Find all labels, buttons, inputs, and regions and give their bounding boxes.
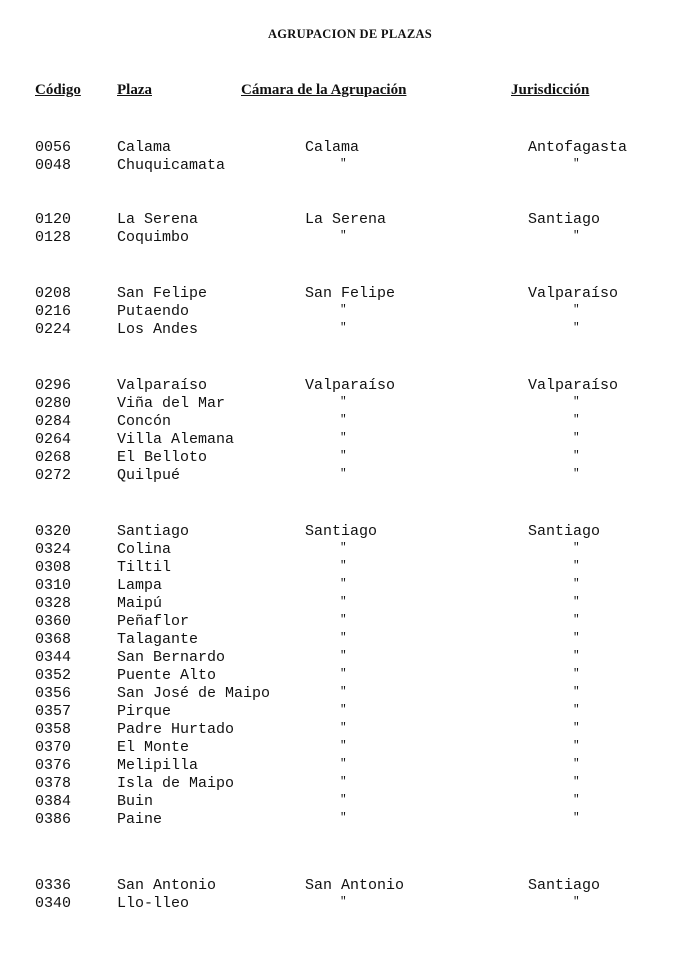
cell-jurisdiccion: ": [573, 468, 580, 480]
cell-camara: ": [340, 614, 347, 626]
cell-jurisdiccion: ": [573, 158, 580, 170]
cell-camara: ": [340, 578, 347, 590]
table-row: [0, 431, 700, 449]
cell-plaza: San Felipe: [117, 285, 208, 302]
cell-jurisdiccion: ": [573, 560, 580, 572]
cell-plaza: Concón: [117, 413, 172, 430]
cell-camara: ": [340, 812, 347, 824]
table-row: [0, 377, 700, 395]
cell-plaza: Talagante: [117, 631, 199, 648]
cell-plaza: Maipú: [117, 595, 163, 612]
table-row: [0, 229, 700, 247]
cell-codigo: 0296: [35, 377, 72, 394]
table-row: [0, 877, 700, 895]
cell-plaza: Quilpué: [117, 467, 181, 484]
cell-jurisdiccion: Valparaíso: [528, 285, 619, 302]
table-row: [0, 775, 700, 793]
cell-camara: ": [340, 650, 347, 662]
cell-plaza: Santiago: [117, 523, 190, 540]
table-row: [0, 139, 700, 157]
cell-plaza: Putaendo: [117, 303, 190, 320]
cell-camara: ": [340, 722, 347, 734]
cell-plaza: Tiltil: [117, 559, 172, 576]
cell-plaza: Buin: [117, 793, 154, 810]
cell-camara: ": [340, 686, 347, 698]
table-row: [0, 721, 700, 739]
cell-plaza: El Belloto: [117, 449, 208, 466]
table-row: [0, 739, 700, 757]
cell-camara: ": [340, 230, 347, 242]
cell-codigo: 0376: [35, 757, 72, 774]
cell-jurisdiccion: ": [573, 686, 580, 698]
cell-codigo: 0378: [35, 775, 72, 792]
cell-camara: ": [340, 668, 347, 680]
cell-plaza: Calama: [117, 139, 172, 156]
cell-jurisdiccion: Santiago: [528, 877, 601, 894]
cell-codigo: 0352: [35, 667, 72, 684]
cell-camara: San Antonio: [305, 877, 405, 894]
table-row: [0, 449, 700, 467]
cell-plaza: Viña del Mar: [117, 395, 226, 412]
cell-camara: ": [340, 396, 347, 408]
cell-codigo: 0264: [35, 431, 72, 448]
cell-jurisdiccion: ": [573, 542, 580, 554]
cell-camara: ": [340, 414, 347, 426]
table-row: [0, 757, 700, 775]
cell-camara: ": [340, 758, 347, 770]
cell-plaza: Valparaíso: [117, 377, 208, 394]
cell-plaza: Villa Alemana: [117, 431, 235, 448]
cell-plaza: Isla de Maipo: [117, 775, 235, 792]
cell-codigo: 0308: [35, 559, 72, 576]
cell-camara: ": [340, 794, 347, 806]
cell-jurisdiccion: ": [573, 304, 580, 316]
cell-codigo: 0120: [35, 211, 72, 228]
cell-codigo: 0048: [35, 157, 72, 174]
cell-jurisdiccion: ": [573, 614, 580, 626]
cell-codigo: 0357: [35, 703, 72, 720]
cell-jurisdiccion: Antofagasta: [528, 139, 628, 156]
cell-camara: La Serena: [305, 211, 387, 228]
cell-jurisdiccion: ": [573, 322, 580, 334]
header-plaza: Plaza: [117, 82, 152, 98]
cell-plaza: Melipilla: [117, 757, 199, 774]
cell-camara: ": [340, 450, 347, 462]
cell-codigo: 0284: [35, 413, 72, 430]
cell-jurisdiccion: ": [573, 396, 580, 408]
table-row: [0, 631, 700, 649]
cell-camara: ": [340, 322, 347, 334]
cell-plaza: Paine: [117, 811, 163, 828]
cell-camara: ": [340, 542, 347, 554]
cell-codigo: 0356: [35, 685, 72, 702]
cell-plaza: La Serena: [117, 211, 199, 228]
table-row: [0, 895, 700, 913]
cell-jurisdiccion: ": [573, 596, 580, 608]
table-row: [0, 667, 700, 685]
cell-jurisdiccion: ": [573, 794, 580, 806]
cell-jurisdiccion: ": [573, 650, 580, 662]
table-row: [0, 523, 700, 541]
cell-codigo: 0324: [35, 541, 72, 558]
cell-codigo: 0268: [35, 449, 72, 466]
cell-camara: ": [340, 740, 347, 752]
cell-plaza: El Monte: [117, 739, 190, 756]
cell-codigo: 0336: [35, 877, 72, 894]
cell-codigo: 0368: [35, 631, 72, 648]
table-row: [0, 559, 700, 577]
cell-camara: Calama: [305, 139, 360, 156]
cell-jurisdiccion: ": [573, 740, 580, 752]
cell-plaza: Los Andes: [117, 321, 199, 338]
cell-plaza: San Antonio: [117, 877, 217, 894]
cell-codigo: 0384: [35, 793, 72, 810]
cell-plaza: Peñaflor: [117, 613, 190, 630]
header-codigo: Código: [35, 82, 81, 98]
cell-codigo: 0360: [35, 613, 72, 630]
cell-codigo: 0340: [35, 895, 72, 912]
cell-camara: ": [340, 432, 347, 444]
cell-codigo: 0328: [35, 595, 72, 612]
cell-jurisdiccion: Santiago: [528, 523, 601, 540]
cell-codigo: 0386: [35, 811, 72, 828]
cell-jurisdiccion: Valparaíso: [528, 377, 619, 394]
table-row: [0, 211, 700, 229]
cell-camara: ": [340, 158, 347, 170]
cell-codigo: 0272: [35, 467, 72, 484]
table-row: [0, 793, 700, 811]
table-row: [0, 685, 700, 703]
cell-plaza: Chuquicamata: [117, 157, 226, 174]
cell-jurisdiccion: ": [573, 758, 580, 770]
table-row: [0, 321, 700, 339]
table-row: [0, 649, 700, 667]
cell-jurisdiccion: ": [573, 450, 580, 462]
table-row: [0, 577, 700, 595]
cell-camara: Valparaíso: [305, 377, 396, 394]
cell-codigo: 0216: [35, 303, 72, 320]
cell-jurisdiccion: ": [573, 578, 580, 590]
cell-codigo: 0344: [35, 649, 72, 666]
table-row: [0, 703, 700, 721]
cell-jurisdiccion: ": [573, 414, 580, 426]
cell-jurisdiccion: ": [573, 776, 580, 788]
cell-codigo: 0128: [35, 229, 72, 246]
cell-jurisdiccion: ": [573, 668, 580, 680]
table-row: [0, 467, 700, 485]
cell-plaza: Colina: [117, 541, 172, 558]
cell-camara: ": [340, 896, 347, 908]
table-row: [0, 395, 700, 413]
table-row: [0, 595, 700, 613]
cell-jurisdiccion: Santiago: [528, 211, 601, 228]
cell-codigo: 0208: [35, 285, 72, 302]
table-row: [0, 811, 700, 829]
cell-jurisdiccion: ": [573, 230, 580, 242]
table-row: [0, 157, 700, 175]
cell-camara: San Felipe: [305, 285, 396, 302]
header-jurisdiccion: Jurisdicción: [511, 82, 590, 98]
header-camara: Cámara de la Agrupación: [241, 82, 407, 98]
cell-plaza: Puente Alto: [117, 667, 217, 684]
cell-codigo: 0280: [35, 395, 72, 412]
cell-codigo: 0370: [35, 739, 72, 756]
cell-jurisdiccion: ": [573, 722, 580, 734]
cell-jurisdiccion: ": [573, 704, 580, 716]
cell-camara: ": [340, 776, 347, 788]
cell-codigo: 0320: [35, 523, 72, 540]
cell-camara: ": [340, 560, 347, 572]
cell-plaza: San Bernardo: [117, 649, 226, 666]
cell-codigo: 0310: [35, 577, 72, 594]
document-title: AGRUPACION DE PLAZAS: [267, 27, 433, 41]
cell-codigo: 0358: [35, 721, 72, 738]
cell-codigo: 0224: [35, 321, 72, 338]
cell-camara: ": [340, 704, 347, 716]
cell-plaza: Llo-lleo: [117, 895, 190, 912]
cell-jurisdiccion: ": [573, 632, 580, 644]
cell-jurisdiccion: ": [573, 896, 580, 908]
cell-plaza: San José de Maipo: [117, 685, 271, 702]
cell-jurisdiccion: ": [573, 432, 580, 444]
cell-camara: ": [340, 632, 347, 644]
cell-camara: ": [340, 468, 347, 480]
cell-codigo: 0056: [35, 139, 72, 156]
table-row: [0, 613, 700, 631]
table-row: [0, 413, 700, 431]
table-row: [0, 541, 700, 559]
cell-plaza: Coquimbo: [117, 229, 190, 246]
cell-plaza: Padre Hurtado: [117, 721, 235, 738]
table-row: [0, 285, 700, 303]
cell-jurisdiccion: ": [573, 812, 580, 824]
cell-camara: ": [340, 304, 347, 316]
cell-plaza: Pirque: [117, 703, 172, 720]
table-row: [0, 303, 700, 321]
cell-camara: ": [340, 596, 347, 608]
cell-camara: Santiago: [305, 523, 378, 540]
cell-plaza: Lampa: [117, 577, 163, 594]
